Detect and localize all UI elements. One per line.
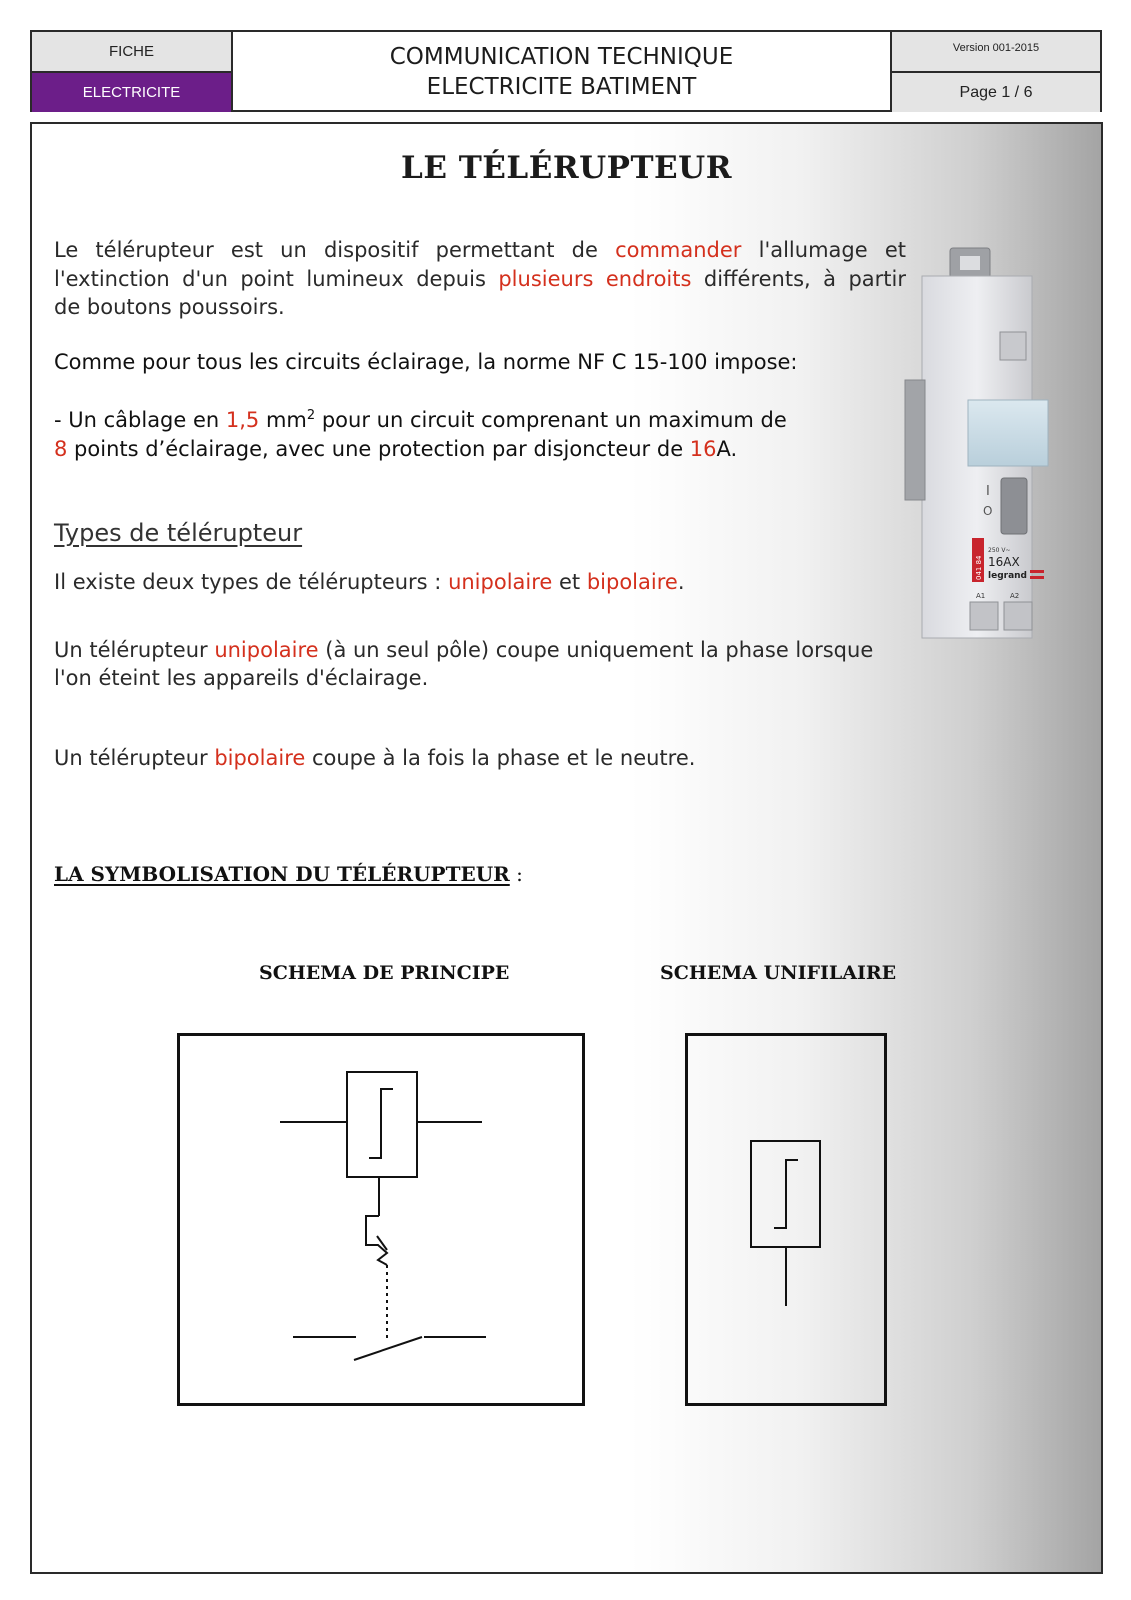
intro-text: Le télérupteur est un dispositif permettant de <box>54 238 616 262</box>
document-header <box>30 30 1102 112</box>
cable-unit-exponent: 2 <box>306 408 316 423</box>
header-title-line2: ELECTRICITE BATIMENT <box>426 74 697 100</box>
intro-line-2 <box>54 265 906 294</box>
highlight-commander: commander <box>615 238 742 262</box>
intro-line-1 <box>54 236 906 265</box>
highlight-plusieurs-endroits: plusieurs endroits <box>498 267 692 291</box>
unipolar-line-2: l'on éteint les appareils d'éclairage. <box>54 666 429 690</box>
cable-text: - Un câblage en <box>54 408 226 432</box>
cable-rule-line-2 <box>54 435 737 464</box>
types-text: et <box>552 570 587 594</box>
header-title <box>233 32 890 112</box>
schema-single-line-box <box>685 1033 887 1406</box>
terminal-a2-label: A2 <box>1010 592 1020 600</box>
category-label: ELECTRICITE <box>32 73 233 112</box>
unipolar-text: Un télérupteur <box>54 638 215 662</box>
step-symbol <box>369 1089 393 1158</box>
teleruptor-principle-symbol <box>180 1036 582 1403</box>
version-label: Version 001-2015 <box>890 32 1100 73</box>
bipolar-term: bipolaire <box>214 746 306 770</box>
page-number: Page 1 / 6 <box>890 73 1100 112</box>
type-bipolaire: bipolaire <box>586 570 678 594</box>
intro-line-3: de boutons poussoirs. <box>54 295 285 319</box>
types-text: Il existe deux types de télérupteurs : <box>54 570 449 594</box>
contact-blade <box>354 1337 422 1360</box>
norm-sentence: Comme pour tous les circuits éclairage, la norme NF C 15-100 impose: <box>54 350 798 374</box>
unipolar-term: unipolaire <box>214 638 319 662</box>
intro-text: différents, à partir <box>691 267 906 291</box>
device-reference: 041 84 <box>975 555 983 580</box>
cable-text: pour un circuit comprenant un maximum de <box>315 408 787 432</box>
device-brand: legrand <box>988 571 1027 581</box>
device-mark-off: O <box>983 504 993 518</box>
header-title-line1: COMMUNICATION TECHNIQUE <box>389 44 734 70</box>
symbolisation-heading <box>54 862 523 886</box>
types-sentence <box>54 568 685 597</box>
type-unipolaire: unipolaire <box>448 570 553 594</box>
single-line-step-symbol <box>774 1160 798 1228</box>
device-rating: 16AX <box>988 555 1020 569</box>
symbolisation-heading-text: LA SYMBOLISATION DU TÉLÉRUPTEUR <box>54 862 510 886</box>
page-title: LE TÉLÉRUPTEUR <box>401 150 732 186</box>
step-mechanism <box>366 1216 387 1265</box>
intro-text: l'extinction d'un point lumineux depuis <box>54 267 499 291</box>
cable-rule-line-1 <box>54 406 787 435</box>
schema-principle-box <box>177 1033 585 1406</box>
points-value: 8 <box>54 437 68 461</box>
teleruptor-single-line-symbol <box>688 1036 884 1403</box>
intro-text: l'allumage et <box>741 238 906 262</box>
schema-principle-label: SCHEMA DE PRINCIPE <box>259 962 510 984</box>
fiche-label: FICHE <box>32 32 233 73</box>
device-mark-on: I <box>986 484 990 499</box>
types-heading: Types de télérupteur <box>54 519 303 547</box>
bipolar-sentence <box>54 744 695 773</box>
bipolar-text: coupe à la fois la phase et le neutre. <box>305 746 696 770</box>
device-voltage: 250 V~ <box>988 547 1011 554</box>
symbolisation-heading-suffix: : <box>509 862 523 886</box>
cable-section-value: 1,5 <box>225 408 260 432</box>
breaker-unit: A. <box>716 437 738 461</box>
types-text: . <box>677 570 685 594</box>
breaker-value: 16 <box>689 437 717 461</box>
cable-text: points d’éclairage, avec une protection par disjoncteur de <box>67 437 690 461</box>
unipolar-text: (à un seul pôle) coupe uniquement la phase lorsque <box>318 638 874 662</box>
teleruptor-device-image <box>900 240 1050 660</box>
unipolar-line-1 <box>54 636 873 665</box>
schema-single-line-label: SCHEMA UNIFILAIRE <box>660 962 897 984</box>
cable-unit: mm <box>259 408 307 432</box>
bipolar-text: Un télérupteur <box>54 746 215 770</box>
terminal-a1-label: A1 <box>976 592 986 600</box>
